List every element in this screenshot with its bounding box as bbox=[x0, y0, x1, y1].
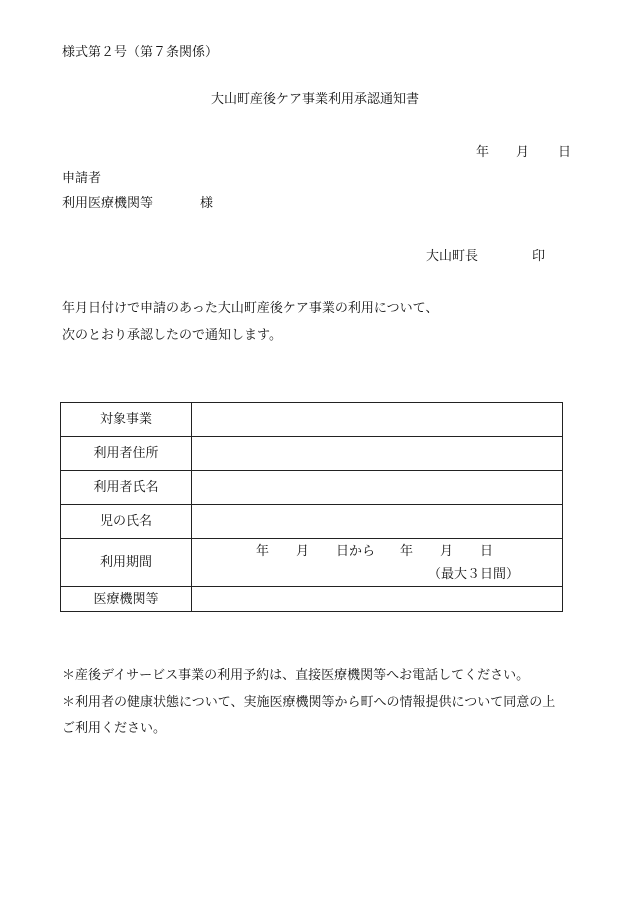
row-label-usage-period: 利用期間 bbox=[61, 539, 192, 587]
table-row bbox=[61, 587, 563, 612]
period-end-year-label: 年 bbox=[400, 544, 414, 559]
body-text-line-1: 年月日付けで申請のあった大山町産後ケア事業の利用について、 bbox=[62, 301, 439, 316]
facility-label: 利用医療機関等 bbox=[62, 196, 154, 211]
table-row bbox=[61, 403, 563, 437]
row-value-target-service bbox=[192, 403, 563, 437]
form-number: 様式第２号（第７条関係） bbox=[62, 45, 219, 60]
max-days-note: （最大３日間） bbox=[428, 567, 520, 582]
seal-mark: 印 bbox=[532, 249, 546, 264]
table-row bbox=[61, 539, 563, 587]
document-title: 大山町産後ケア事業利用承認通知書 bbox=[210, 92, 419, 107]
row-label-child-name: 児の氏名 bbox=[61, 505, 192, 539]
note-line-2: ＊利用者の健康状態について、実施医療機関等から町への情報提供について同意の上 bbox=[62, 695, 556, 710]
period-end-month-label: 月 bbox=[440, 544, 454, 559]
row-value-medical-facility bbox=[192, 587, 563, 612]
period-start-day-label: 日から bbox=[336, 544, 376, 559]
row-value-user-address bbox=[192, 437, 563, 471]
row-label-medical-facility: 医療機関等 bbox=[61, 587, 192, 612]
row-label-user-name: 利用者氏名 bbox=[61, 471, 192, 505]
applicant-label: 申請者 bbox=[62, 171, 102, 186]
table-row bbox=[61, 437, 563, 471]
date-month-label: 月 bbox=[516, 145, 530, 160]
period-start-month-label: 月 bbox=[296, 544, 310, 559]
date-year-label: 年 bbox=[476, 145, 490, 160]
row-value-user-name bbox=[192, 471, 563, 505]
body-text-line-2: 次のとおり承認したので通知します。 bbox=[62, 328, 282, 343]
date-day-label: 日 bbox=[558, 145, 572, 160]
row-value-child-name bbox=[192, 505, 563, 539]
table-row bbox=[61, 471, 563, 505]
usage-period-range bbox=[256, 545, 493, 558]
row-label-user-address: 利用者住所 bbox=[61, 437, 192, 471]
approval-details-table bbox=[60, 402, 563, 612]
period-end-day-label: 日 bbox=[480, 544, 494, 559]
row-value-usage-period bbox=[192, 539, 563, 587]
note-line-1: ＊産後デイサービス事業の利用予約は、直接医療機関等へお電話してください。 bbox=[62, 668, 530, 683]
honorific-sama: 様 bbox=[200, 196, 214, 211]
row-label-target-service: 対象事業 bbox=[61, 403, 192, 437]
period-start-year-label: 年 bbox=[256, 544, 270, 559]
note-line-3: ご利用ください。 bbox=[62, 721, 167, 736]
table-row bbox=[61, 505, 563, 539]
mayor-title: 大山町長 bbox=[426, 249, 479, 264]
